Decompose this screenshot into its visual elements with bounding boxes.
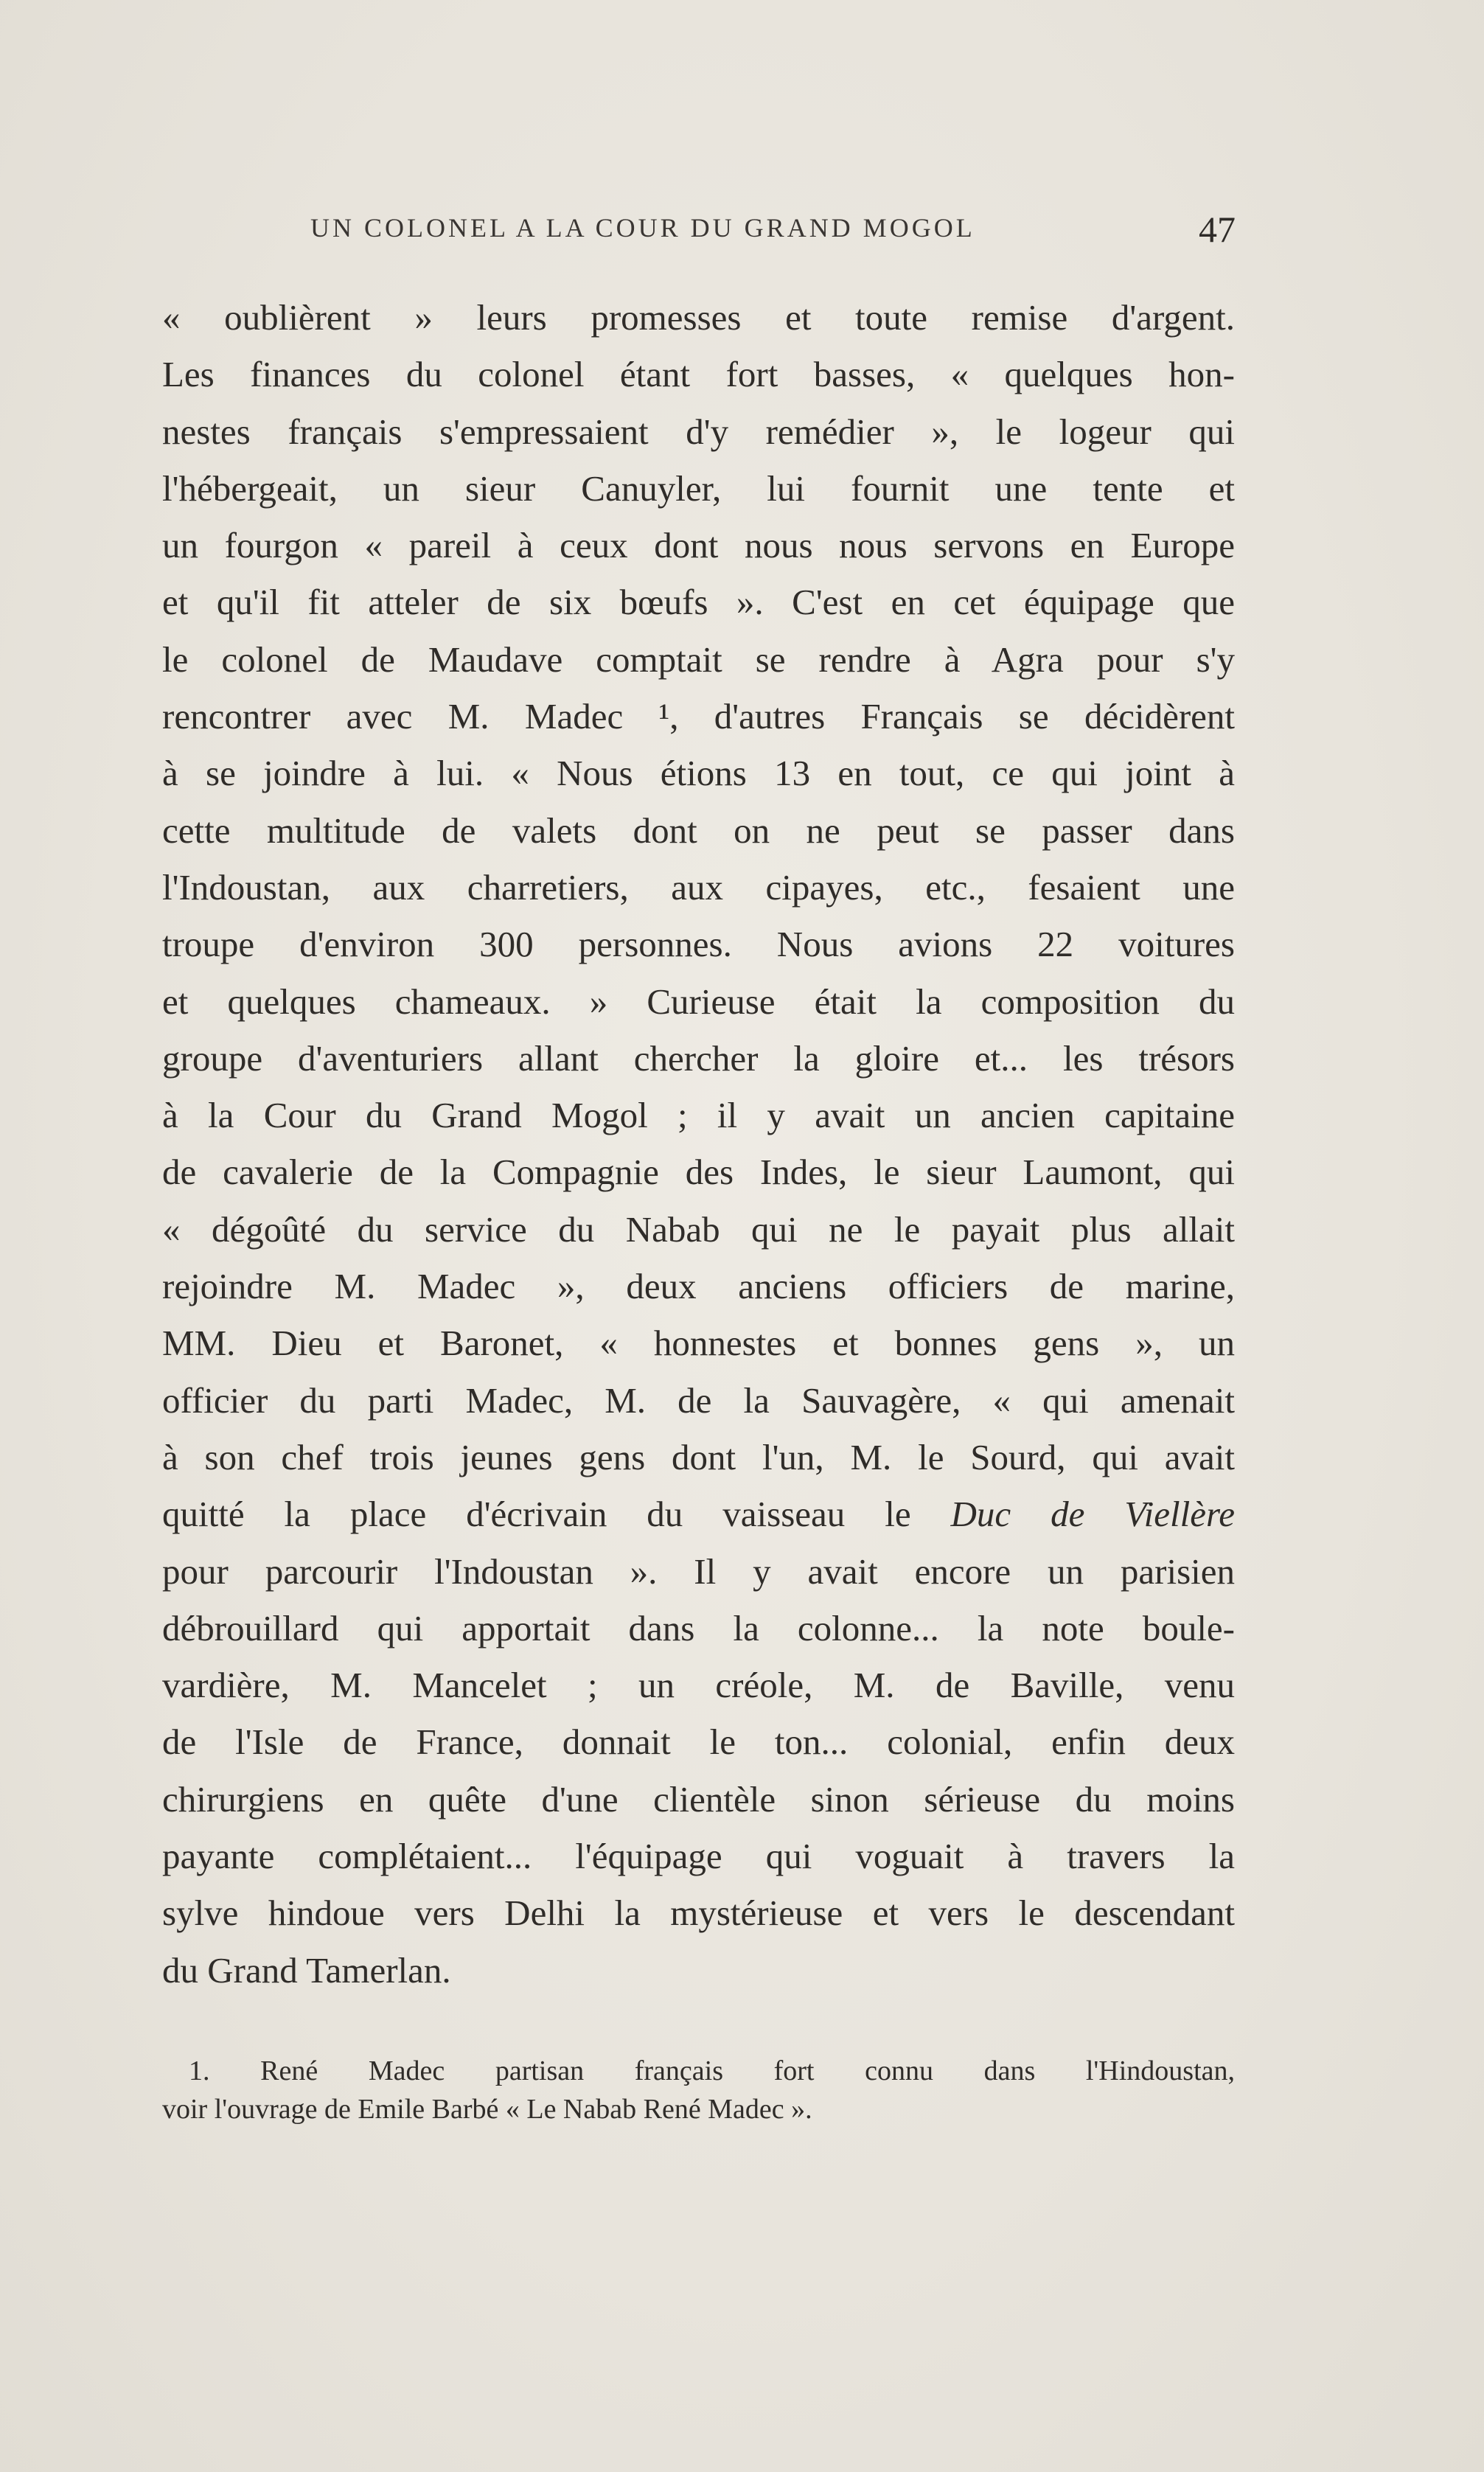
text-line: rejoindre M. Madec », deux anciens officiers de marine, (162, 1266, 1235, 1307)
text-line: officier du parti Madec, M. de la Sauvagère, « qui amenait (162, 1379, 1235, 1421)
running-title: UN COLONEL A LA COUR DU GRAND MOGOL (310, 213, 975, 243)
text-line: vardière, M. Mancelet ; un créole, M. de Baville, venu (162, 1665, 1235, 1706)
text-line-start: quitté la place d'écrivain du vaisseau le (162, 1494, 951, 1535)
page-header (167, 208, 1236, 252)
footnote-line: 1. René Madec partisan français fort connu dans l'Hindoustan, (189, 2055, 1235, 2086)
body-text (162, 289, 1235, 1999)
text-line: débrouillard qui apportait dans la colonne... la note boule- (162, 1607, 1235, 1648)
text-line: « dégoûté du service du Nabab qui ne le payait plus allait (162, 1208, 1235, 1250)
text-line: à son chef trois jeunes gens dont l'un, M. le Sourd, qui avait (162, 1436, 1235, 1477)
page-number: 47 (1199, 209, 1236, 250)
text-line: l'Indoustan, aux charretiers, aux cipayes, etc., fesaient une (162, 866, 1235, 908)
text-line: l'hébergeait, un sieur Canuyler, lui fournit une tente et (162, 467, 1235, 509)
text-line: de cavalerie de la Compagnie des Indes, le sieur Laumont, qui (162, 1152, 1235, 1193)
text-line: cette multitude de valets dont on ne peut se passer dans (162, 810, 1235, 851)
text-line: pour parcourir l'Indoustan ». Il y avait encore un parisien (162, 1550, 1235, 1592)
text-line: sylve hindoue vers Delhi la mystérieuse et vers le descendant (162, 1893, 1235, 1934)
text-line: groupe d'aventuriers allant chercher la gloire et... les trésors (162, 1037, 1235, 1079)
text-line: à se joindre à lui. « Nous étions 13 en tout, ce qui joint à (162, 753, 1235, 794)
text-line: troupe d'environ 300 personnes. Nous avions 22 voitures (162, 924, 1235, 965)
text-line: à la Cour du Grand Mogol ; il y avait un ancien capitaine (162, 1095, 1235, 1136)
text-line: « oublièrent » leurs promesses et toute remise d'argent. (162, 297, 1235, 338)
text-line: payante complétaient... l'équipage qui voguait à travers la (162, 1836, 1235, 1877)
text-line: chirurgiens en quête d'une clientèle sinon sérieuse du moins (162, 1778, 1235, 1820)
text-line: MM. Dieu et Baronet, « honnestes et bonnes gens », un (162, 1323, 1235, 1364)
text-line: nestes français s'empressaient d'y remédier », le logeur qui (162, 411, 1235, 452)
text-line: du Grand Tamerlan. (162, 1949, 451, 1991)
text-line: et qu'il fit atteler de six bœufs ». C'est en cet équipage que (162, 582, 1235, 623)
text-line (162, 1486, 1235, 1542)
ship-name: Duc de Viellère (950, 1494, 1235, 1535)
text-line: Les finances du colonel étant fort basses, « quelques hon- (162, 354, 1235, 395)
text-line: un fourgon « pareil à ceux dont nous nous servons en Europe (162, 525, 1235, 566)
text-line: et quelques chameaux. » Curieuse était la composition du (162, 981, 1235, 1022)
text-line: rencontrer avec M. Madec ¹, d'autres Français se décidèrent (162, 696, 1235, 737)
footnote (162, 2052, 1235, 2128)
text-line: le colonel de Maudave comptait se rendre à Agra pour s'y (162, 638, 1235, 680)
footnote-line: voir l'ouvrage de Emile Barbé « Le Nabab René Madec ». (162, 2094, 812, 2125)
text-line: de l'Isle de France, donnait le ton... colonial, enfin deux (162, 1721, 1235, 1763)
